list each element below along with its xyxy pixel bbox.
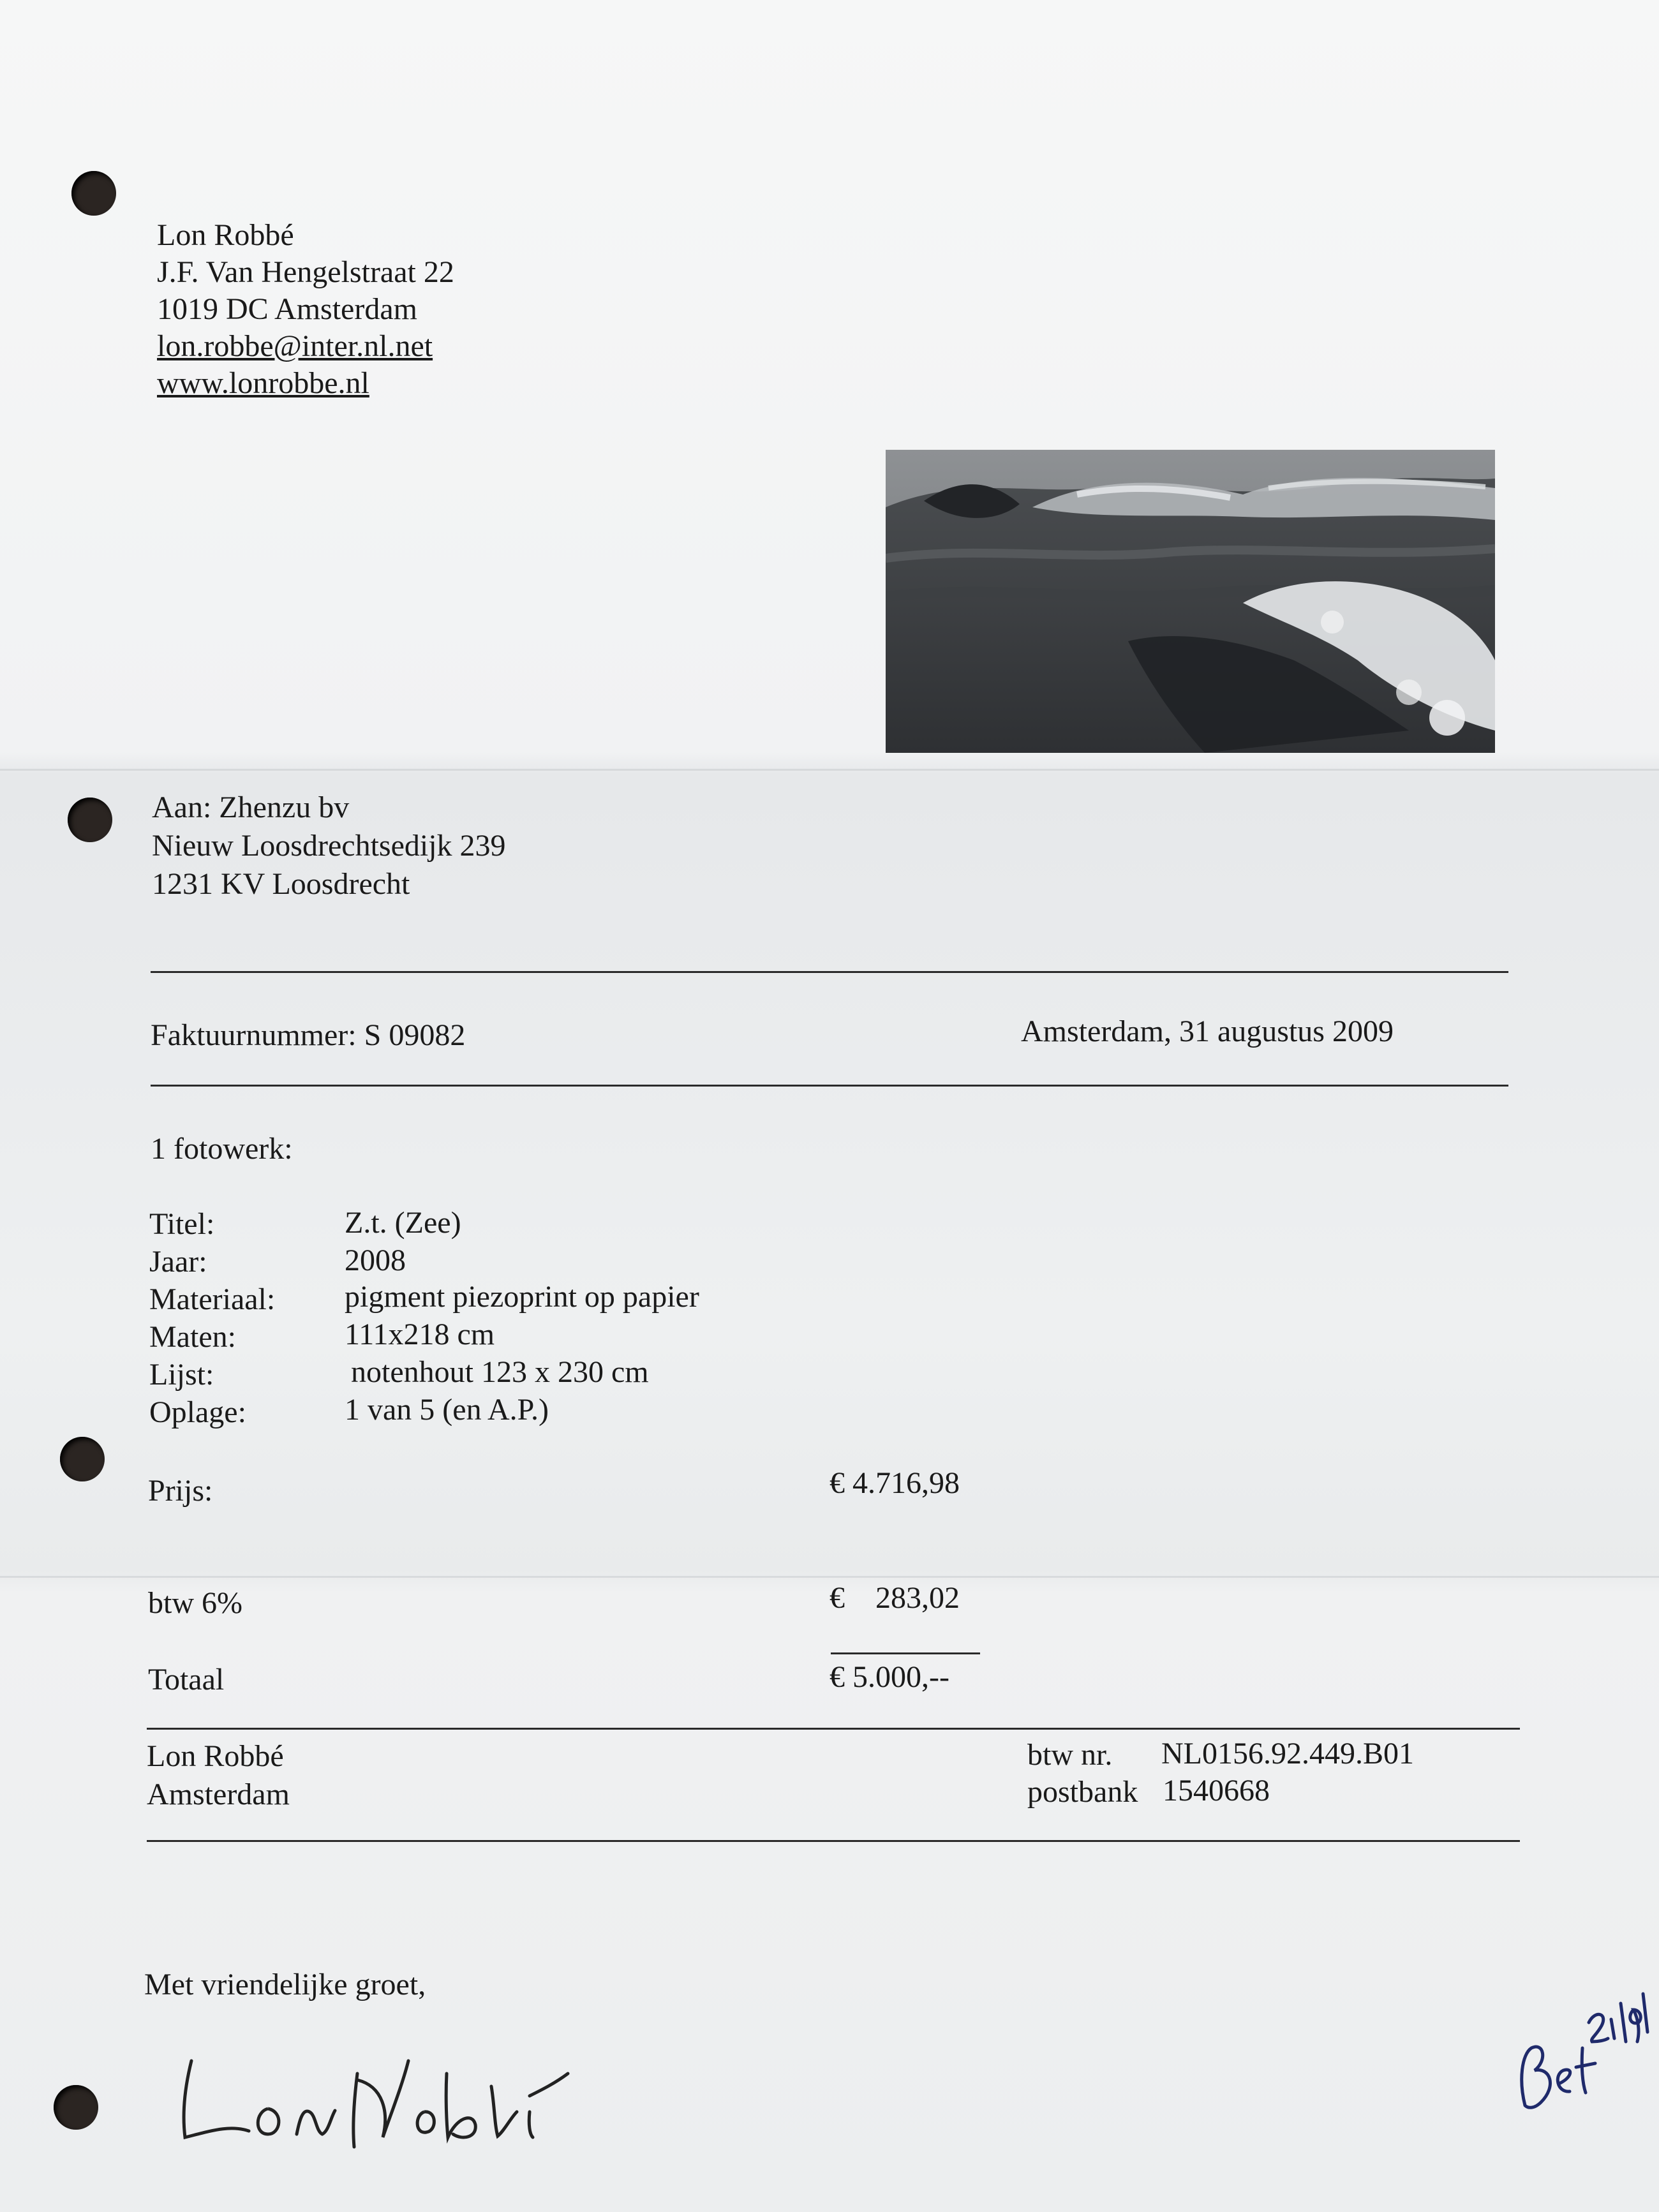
detail-value-title: Z.t. (Zee) [345,1206,461,1240]
wave-image [886,450,1495,753]
detail-label-edition: Oplage: [149,1395,246,1429]
sea-photo [886,450,1495,753]
work-heading: 1 fotowerk: [151,1132,293,1166]
handwritten-signature [172,2035,581,2156]
total-value: € 5.000,-- [830,1660,949,1694]
punch-hole [71,171,116,216]
sender-street: J.F. Van Hengelstraat 22 [157,255,454,289]
total-label: Totaal [148,1663,225,1696]
recipient-city: 1231 KV Loosdrecht [152,867,410,901]
detail-value-material: pigment piezoprint op papier [345,1280,699,1314]
price-label: Prijs: [148,1474,213,1508]
punch-hole [68,798,112,842]
invoice-number: Faktuurnummer: S 09082 [151,1018,466,1052]
detail-value-edition: 1 van 5 (en A.P.) [345,1393,549,1427]
detail-label-size: Maten: [149,1320,236,1354]
detail-value-size: 111x218 cm [345,1318,495,1351]
footer-city: Amsterdam [147,1778,290,1811]
vat-label: btw 6% [148,1586,242,1620]
recipient-name: Aan: Zhenzu bv [152,791,350,824]
handwritten-payment-note [1512,1971,1653,2118]
footer-name: Lon Robbé [147,1739,284,1773]
paper-fold [0,769,1659,771]
detail-label-frame: Lijst: [149,1358,214,1392]
invoice-place-date: Amsterdam, 31 augustus 2009 [1021,1014,1394,1048]
sender-city: 1019 DC Amsterdam [157,292,417,326]
divider-line [151,971,1508,973]
punch-hole [60,1437,105,1481]
divider-line [151,1085,1508,1087]
detail-value-year: 2008 [345,1243,406,1277]
detail-label-material: Materiaal: [149,1282,276,1316]
recipient-street: Nieuw Loosdrechtsedijk 239 [152,829,506,863]
price-value: € 4.716,98 [830,1466,960,1500]
sender-email-link[interactable]: lon.robbe@inter.nl.net [157,329,433,363]
footer-bank-label: postbank [1027,1775,1138,1809]
paper-fold [0,1576,1659,1578]
closing-text: Met vriendelijke groet, [144,1968,426,2001]
sender-name: Lon Robbé [157,218,294,252]
footer-vat-label: btw nr. [1027,1738,1113,1772]
divider-line [147,1728,1520,1730]
punch-hole [54,2085,98,2130]
subtotal-line [831,1652,980,1654]
sender-website-link[interactable]: www.lonrobbe.nl [157,366,369,400]
vat-value: € 283,02 [830,1581,960,1615]
detail-label-year: Jaar: [149,1245,207,1279]
divider-line [147,1840,1520,1842]
detail-label-title: Titel: [149,1207,215,1241]
footer-bank-number: 1540668 [1163,1774,1270,1807]
footer-vat-number: NL0156.92.449.B01 [1161,1737,1414,1770]
detail-value-frame: notenhout 123 x 230 cm [351,1355,649,1389]
